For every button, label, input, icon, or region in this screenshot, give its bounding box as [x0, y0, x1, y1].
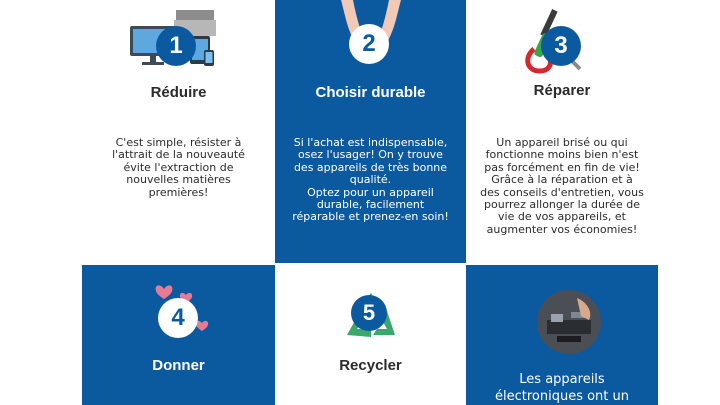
card-text-reparer: Un appareil brisé ou qui fonctionne moins bien n'est pas forcément en fin de vie! Grâce à la réparation et à des conseils d'entretien, vous pourrez allonger la durée de vie de vos appareils, et augmenter vos économies! [480, 136, 644, 236]
card-text-electronics: Les appareils électroniques ont un [494, 372, 629, 404]
card-donner [82, 265, 275, 405]
card-title-reduire: Réduire [150, 84, 207, 101]
step-number-4: 4 [158, 298, 198, 338]
card-reduire [82, 0, 275, 263]
electronics-photo-icon [537, 290, 601, 354]
card-recycler [275, 265, 466, 405]
step-number-5: 5 [351, 295, 387, 331]
card-title-donner: Donner [152, 357, 205, 374]
card-title-recycler: Recycler [339, 357, 402, 374]
step-number-3: 3 [541, 26, 581, 66]
card-text-choisir-durable: Si l'achat est indispensable, osez l'usager! On y trouve des appareils de très bonne qualité. Optez pour un appareil durable, facilement réparable et prenez-en soin! [292, 136, 449, 224]
step-number-2: 2 [349, 24, 389, 64]
card-electronics [466, 265, 658, 405]
step-number-1: 1 [156, 26, 196, 66]
card-reparer [466, 0, 658, 263]
card-title-choisir-durable: Choisir durable [315, 84, 426, 101]
card-choisir-durable [275, 0, 466, 263]
card-title-reparer: Réparer [533, 82, 591, 99]
card-text-reduire: C'est simple, résister à l'attrait de la nouveauté évite l'extraction de nouvelles matières premières! [112, 136, 245, 199]
